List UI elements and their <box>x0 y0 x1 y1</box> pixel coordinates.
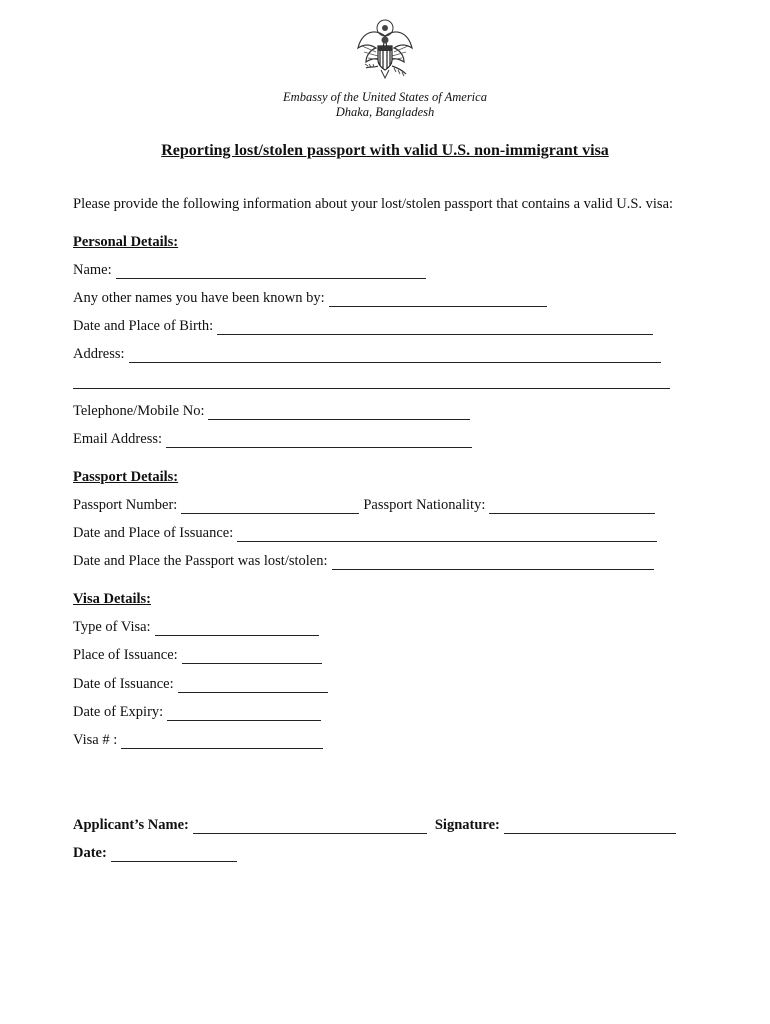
name-label: Name: <box>73 262 112 278</box>
intro-text: Please provide the following information about your lost/stolen passport that contains a valid U.S. visa: <box>73 196 674 212</box>
email-row <box>73 431 472 448</box>
dob-place-label: Date and Place of Birth: <box>73 318 214 334</box>
address-field[interactable] <box>129 348 661 363</box>
other-names-row <box>73 290 547 307</box>
passport-lost-field[interactable] <box>332 555 654 570</box>
other-names-label: Any other names you have been known by: <box>73 290 325 306</box>
visa-place-label: Place of Issuance: <box>73 647 178 663</box>
date-label: Date: <box>73 845 107 861</box>
embassy-name: Embassy of the United States of America <box>283 90 487 104</box>
visa-date-issuance-field[interactable] <box>178 678 328 693</box>
passport-issuance-row <box>73 525 657 542</box>
passport-nationality-label: Passport Nationality: <box>363 497 486 513</box>
visa-number-row <box>73 732 323 749</box>
form-title: Reporting lost/stolen passport with valid U.S. non-immigrant visa <box>161 142 609 159</box>
email-field[interactable] <box>166 433 472 448</box>
visa-place-field[interactable] <box>182 649 322 664</box>
passport-issuance-field[interactable] <box>237 527 657 542</box>
email-label: Email Address: <box>73 431 163 447</box>
date-field[interactable] <box>111 847 237 862</box>
visa-number-field[interactable] <box>121 734 323 749</box>
visa-type-label: Type of Visa: <box>73 619 151 635</box>
passport-nationality-field[interactable] <box>489 499 655 514</box>
signature-label: Signature: <box>434 817 500 833</box>
passport-lost-label: Date and Place the Passport was lost/stolen: <box>73 553 328 569</box>
address-label: Address: <box>73 346 125 362</box>
passport-number-field[interactable] <box>181 499 359 514</box>
visa-date-expiry-row <box>73 704 321 721</box>
visa-date-issuance-row <box>73 676 328 693</box>
passport-lost-row <box>73 553 654 570</box>
visa-date-expiry-label: Date of Expiry: <box>73 704 164 720</box>
address-row <box>73 346 661 363</box>
visa-date-expiry-field[interactable] <box>167 706 321 721</box>
telephone-label: Telephone/Mobile No: <box>73 403 205 419</box>
section-heading-visa: Visa Details: <box>73 591 151 607</box>
dob-place-row <box>73 318 653 335</box>
applicant-name-field[interactable] <box>193 819 427 834</box>
applicant-signature-row <box>73 817 676 834</box>
signature-field[interactable] <box>504 819 676 834</box>
name-field[interactable] <box>116 264 426 279</box>
other-names-field[interactable] <box>329 292 547 307</box>
telephone-field[interactable] <box>208 405 470 420</box>
great-seal-eagle-icon <box>354 18 416 84</box>
embassy-location: Dhaka, Bangladesh <box>335 105 435 119</box>
visa-type-row <box>73 619 319 636</box>
passport-issuance-label: Date and Place of Issuance: <box>73 525 234 541</box>
passport-number-row <box>73 497 655 514</box>
date-row <box>73 845 237 862</box>
address-field-line-2[interactable] <box>73 388 670 389</box>
dob-place-field[interactable] <box>217 320 653 335</box>
visa-date-issuance-label: Date of Issuance: <box>73 676 174 692</box>
applicant-name-label: Applicant’s Name: <box>73 817 189 833</box>
visa-type-field[interactable] <box>155 621 319 636</box>
section-heading-personal: Personal Details: <box>73 234 179 250</box>
name-row <box>73 262 426 279</box>
visa-place-row <box>73 647 322 664</box>
passport-number-label: Passport Number: <box>73 497 178 513</box>
section-heading-passport: Passport Details: <box>73 469 179 485</box>
visa-number-label: Visa # : <box>73 732 118 748</box>
telephone-row <box>73 403 470 420</box>
